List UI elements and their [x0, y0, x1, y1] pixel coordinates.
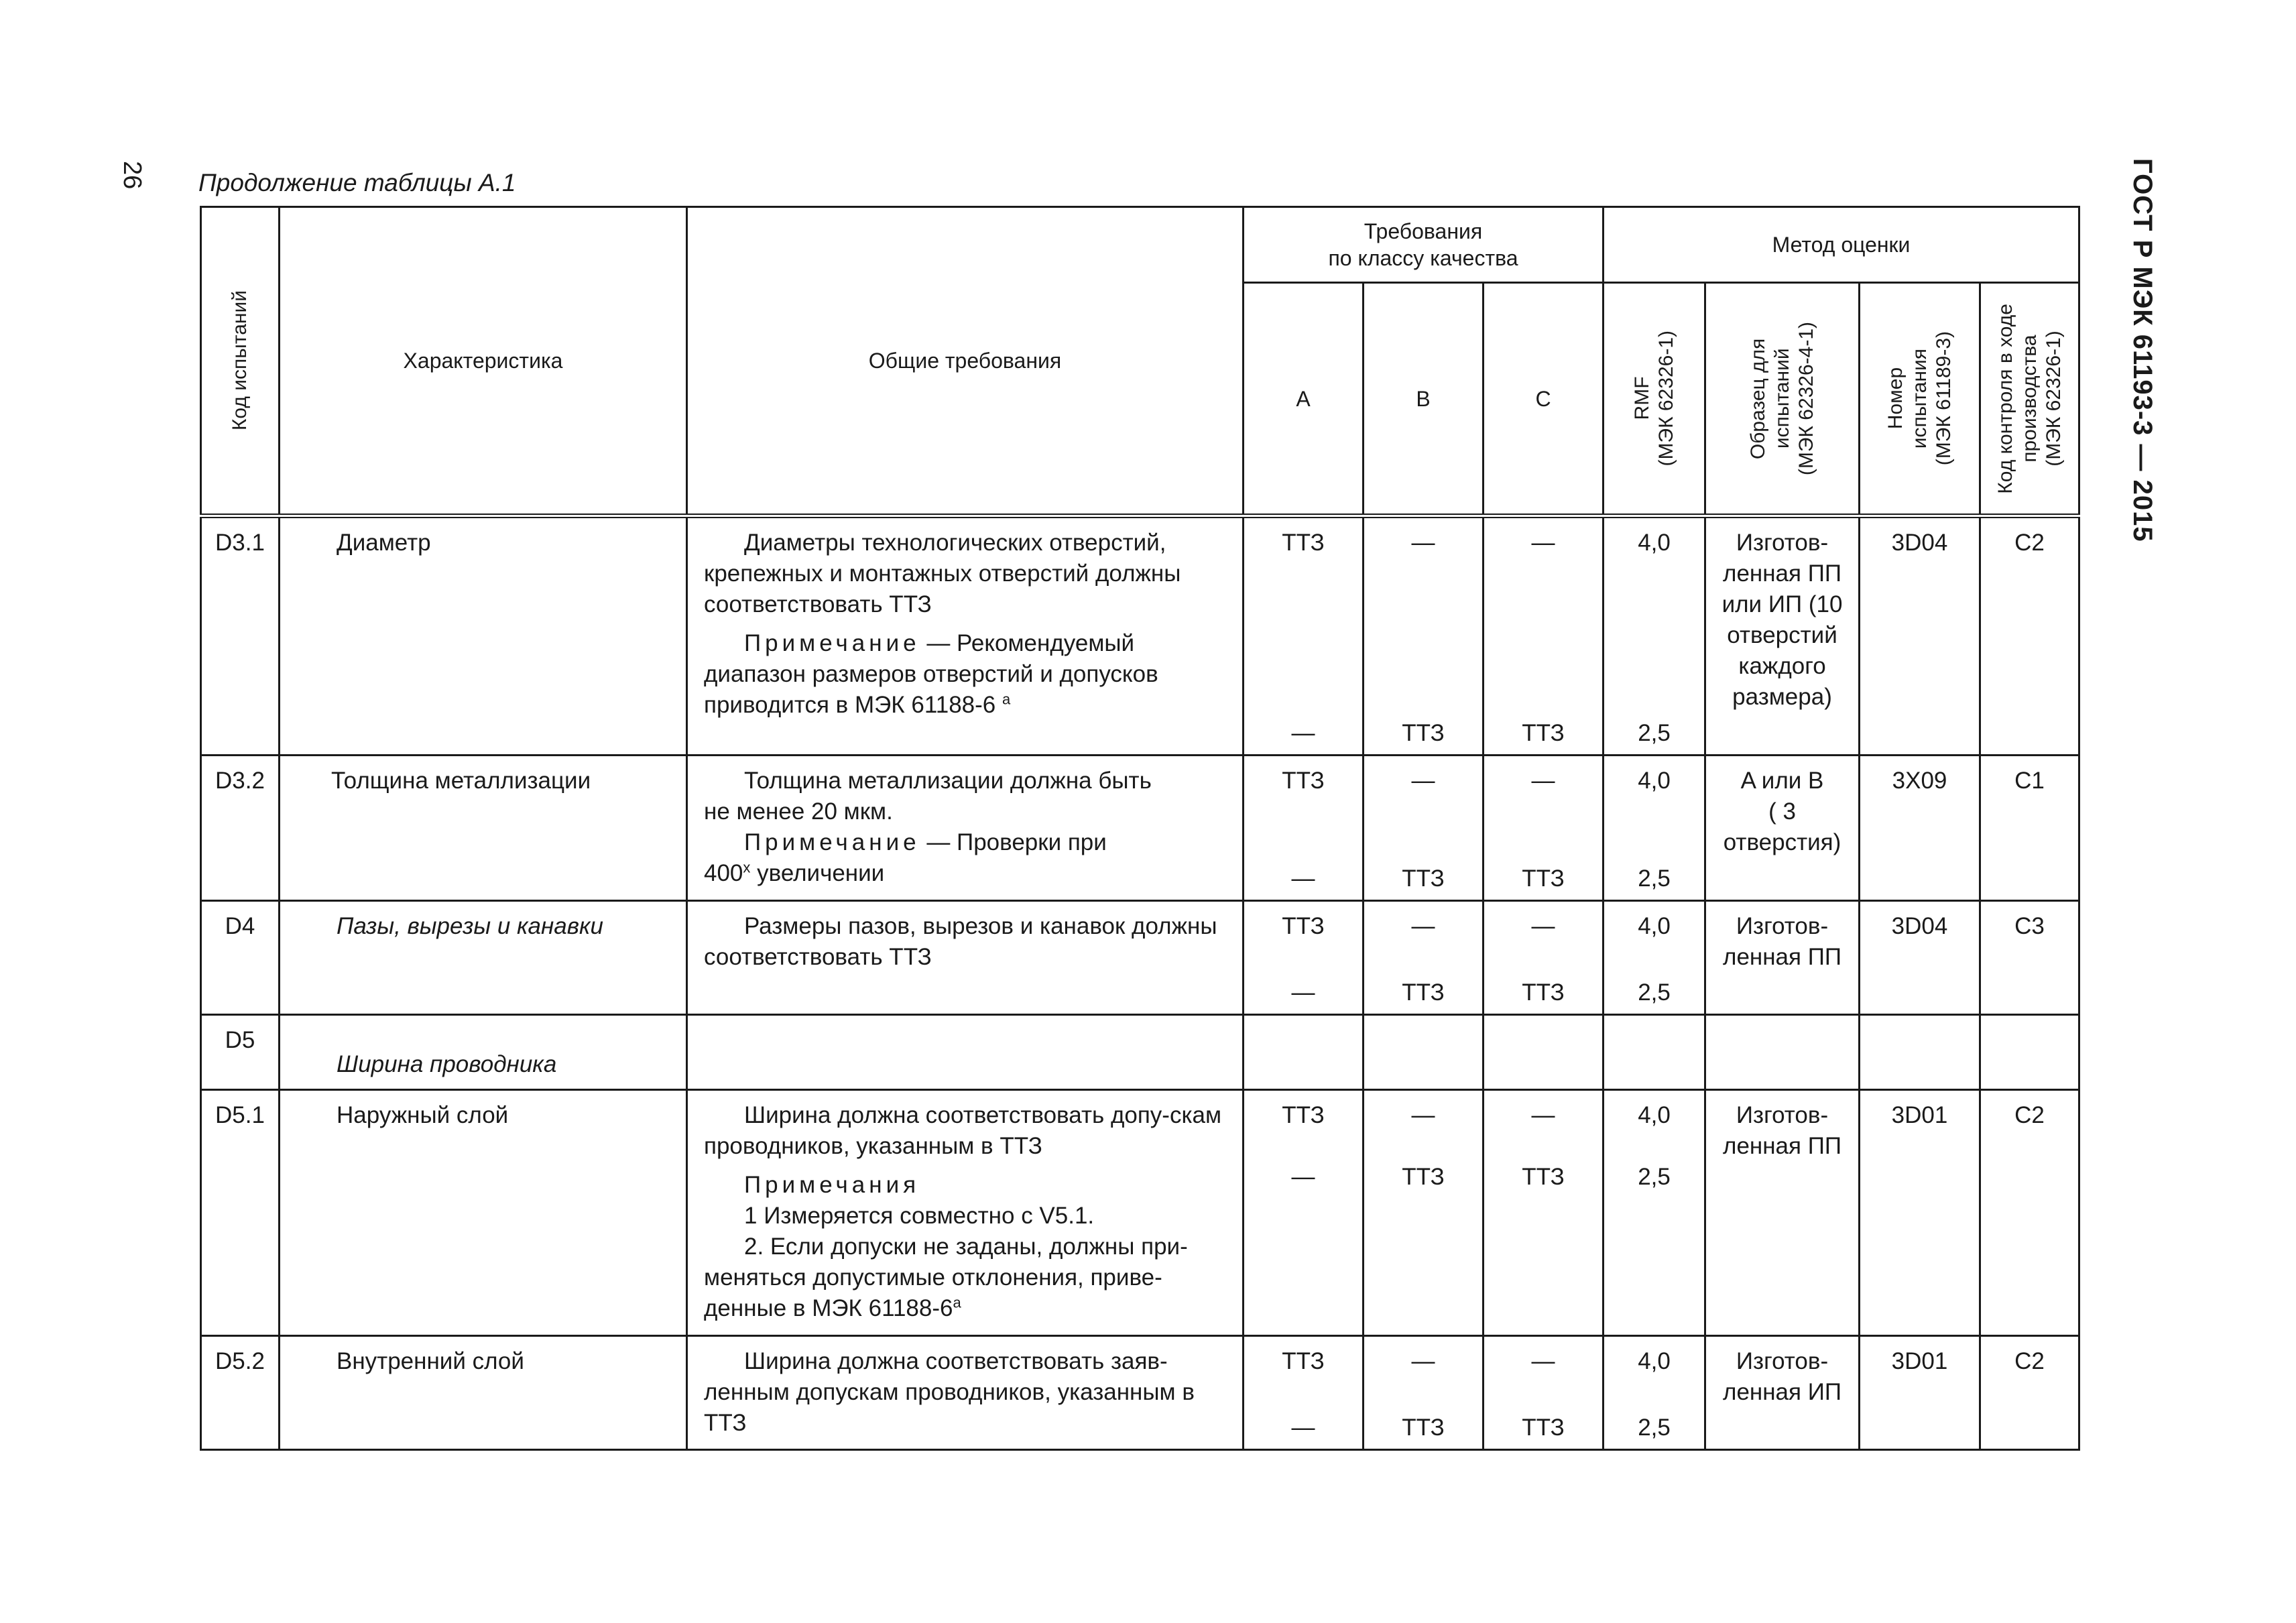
cell-class-a: ТТЗ — [1244, 1090, 1364, 1336]
row-requirements: Размеры пазов, вырезов и канавок должны соответствовать ТТЗ [687, 901, 1244, 1015]
cell-control-code: C3 [1980, 901, 2079, 1015]
cell-control-code: C2 [1980, 1336, 2079, 1450]
cell-class-a: ТТЗ — [1244, 756, 1364, 901]
row-characteristic: Пазы, вырезы и канавки [280, 901, 687, 1015]
cell-class-c: — ТТЗ [1484, 756, 1604, 901]
header-characteristic: Характеристика [280, 207, 687, 516]
cell-test-number: 3D01 [1860, 1336, 1980, 1450]
cell-class-b: — ТТЗ [1364, 1090, 1484, 1336]
header-class-group: Требования по классу качества [1244, 207, 1604, 283]
row-code: D3.2 [201, 756, 280, 901]
table-row [201, 1090, 2079, 1336]
header-sample: Образец для испытаний (МЭК 62326-4-1) [1705, 283, 1860, 516]
cell-rmf: 4,0 2,5 [1604, 1090, 1705, 1336]
table-row [201, 1015, 2079, 1090]
cell-class-b: — ТТЗ [1364, 516, 1484, 756]
row-characteristic: Наружный слой [280, 1090, 687, 1336]
row-code: D5.1 [201, 1090, 280, 1336]
cell-class-c: — ТТЗ [1484, 1336, 1604, 1450]
cell-sample: A или B ( 3 отверстия) [1705, 756, 1860, 901]
row-characteristic: Ширина проводника [280, 1015, 687, 1090]
row-characteristic: Диаметр [280, 516, 687, 756]
header-rmf: RMF (МЭК 62326-1) [1604, 283, 1705, 516]
table-row [201, 756, 2079, 901]
row-code: D4 [201, 901, 280, 1015]
row-requirements: Ширина должна соответствовать допу-скам проводников, указанным в ТТЗ Примечания 1 Измеряется совместно с V5.1. 2. Если допуски не заданы, должны при-меняться допустимые отклонения, приве-денные в МЭК 61188-6$^a$ [687, 1090, 1244, 1336]
table-row [201, 901, 2079, 1015]
header-control-code: Код контроля в ходе производства (МЭК 62326-1) [1980, 283, 2079, 516]
header-class-c: С [1484, 283, 1604, 516]
cell-class-c: — ТТЗ [1484, 516, 1604, 756]
cell-class-b: — ТТЗ [1364, 756, 1484, 901]
row-requirements: Толщина металлизации должна быть не менее 20 мкм. Примечание — Проверки при $400^х$ увеличении [687, 756, 1244, 901]
cell-sample: Изготов-ленная ПП или ИП (10 отверстий каждого размера) [1705, 516, 1860, 756]
row-characteristic: Толщина металлизации [280, 756, 687, 901]
row-code: D5.2 [201, 1336, 280, 1450]
cell-rmf: 4,0 2,5 [1604, 901, 1705, 1015]
row-requirements: Ширина должна соответствовать заяв-ленным допускам проводников, указанным в ТТЗ [687, 1336, 1244, 1450]
cell-class-c: — ТТЗ [1484, 1090, 1604, 1336]
header-general-requirements: Общие требования [687, 207, 1244, 516]
table-row [201, 516, 2079, 756]
document-title: ГОСТ Р МЭК 61193-3 — 2015 [2128, 158, 2157, 542]
cell-class-c: — ТТЗ [1484, 901, 1604, 1015]
row-code: D3.1 [201, 516, 280, 756]
cell-rmf: 4,0 2,5 [1604, 1336, 1705, 1450]
cell-rmf: 4,0 2,5 [1604, 756, 1705, 901]
cell-control-code: C1 [1980, 756, 2079, 901]
cell-class-a: ТТЗ — [1244, 901, 1364, 1015]
cell-sample: Изготов- ленная ИП [1705, 1336, 1860, 1450]
cell-test-number: 3D01 [1860, 1090, 1980, 1336]
cell-sample: Изготов- ленная ПП [1705, 901, 1860, 1015]
header-class-b: В [1364, 283, 1484, 516]
cell-control-code: C2 [1980, 516, 2079, 756]
header-code: Код испытаний [201, 207, 280, 516]
data-table [200, 206, 2080, 1451]
header-test-number: Номер испытания (МЭК 61189-3) [1860, 283, 1980, 516]
cell-class-a: ТТЗ — [1244, 516, 1364, 756]
cell-class-b: — ТТЗ [1364, 901, 1484, 1015]
cell-rmf: 4,0 2,5 [1604, 516, 1705, 756]
cell-test-number: 3D04 [1860, 516, 1980, 756]
cell-class-a: ТТЗ — [1244, 1336, 1364, 1450]
row-characteristic: Внутренний слой [280, 1336, 687, 1450]
cell-sample: Изготов- ленная ПП [1705, 1090, 1860, 1336]
cell-test-number: 3D04 [1860, 901, 1980, 1015]
table-row [201, 1336, 2079, 1450]
header-class-a: А [1244, 283, 1364, 516]
row-code: D5 [201, 1015, 280, 1090]
table-caption: Продолжение таблицы А.1 [198, 169, 516, 196]
row-requirements: Диаметры технологических отверстий, крепежных и монтажных отверстий должны соответствовать ТТЗ Примечание — Рекомендуемый диапазон размеров отверстий и допусков приводится в МЭК 61188-6 $^a$ [687, 516, 1244, 756]
header-method-group: Метод оценки [1604, 207, 2079, 283]
cell-control-code: C2 [1980, 1090, 2079, 1336]
cell-test-number: 3X09 [1860, 756, 1980, 901]
page-number: 26 [118, 161, 146, 190]
cell-class-b: — ТТЗ [1364, 1336, 1484, 1450]
